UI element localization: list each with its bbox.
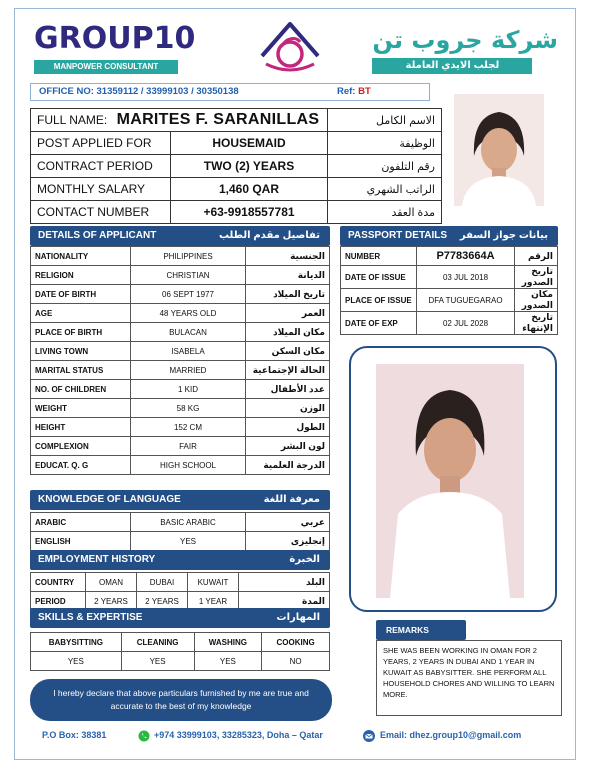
detail-label: DATE OF BIRTH	[31, 285, 131, 304]
passport-arabic: تاريخ الإنتهاء	[515, 312, 558, 335]
info-row	[31, 155, 442, 178]
full-name-label: FULL NAME:	[37, 113, 108, 127]
details-title-arabic: تفاصيل مقدم الطلب	[218, 230, 320, 241]
skills-title: SKILLS & EXPERTISE	[38, 612, 143, 623]
table-row	[31, 399, 330, 418]
passport-arabic: مكان الصدور	[515, 289, 558, 312]
detail-value: BULACAN	[131, 323, 246, 342]
detail-label: NATIONALITY	[31, 247, 131, 266]
info-arabic: رقم التلفون	[328, 155, 442, 178]
table-row	[341, 312, 558, 335]
language-value: YES	[131, 532, 246, 551]
table-row	[31, 361, 330, 380]
detail-value: CHRISTIAN	[131, 266, 246, 285]
employment-country: KUWAIT	[188, 573, 239, 592]
full-name-row	[31, 109, 442, 132]
info-value: TWO (2) YEARS	[170, 155, 328, 178]
skill-name: COOKING	[262, 633, 330, 652]
passport-arabic: تاريخ الصدور	[515, 266, 558, 289]
brand-subtitle-arabic: لجلب الايدي العاملة	[372, 58, 532, 74]
detail-value: 06 SEPT 1977	[131, 285, 246, 304]
detail-value: FAIR	[131, 437, 246, 456]
table-row	[31, 437, 330, 456]
skill-value: YES	[194, 652, 262, 671]
passport-label: PLACE OF ISSUE	[341, 289, 417, 312]
info-value: +63-9918557781	[170, 201, 328, 224]
applicant-photo-large	[376, 364, 524, 598]
detail-label: COMPLEXION	[31, 437, 131, 456]
skill-value: YES	[31, 652, 122, 671]
detail-arabic: مكان الميلاد	[246, 323, 330, 342]
skill-name: CLEANING	[121, 633, 194, 652]
table-row	[31, 380, 330, 399]
main-info-table	[30, 108, 442, 224]
detail-label: RELIGION	[31, 266, 131, 285]
detail-value: ISABELA	[131, 342, 246, 361]
details-table	[30, 246, 330, 475]
employment-country: DUBAI	[137, 573, 188, 592]
passport-number: P7783664A	[417, 247, 515, 266]
ref-label: Ref:	[337, 86, 356, 97]
language-table	[30, 512, 330, 551]
info-arabic: الراتب الشهري	[328, 178, 442, 201]
remarks-text: SHE WAS BEEN WORKING IN OMAN FOR 2 YEARS, 2 YEARS IN DUBAI AND 1 YEAR IN KUWAIT AS BABYSITTER. SHE PERFORM ALL HOUSEHOLD CHORES AND WILLING TO LEARN MORE.	[376, 640, 562, 716]
detail-label: HEIGHT	[31, 418, 131, 437]
full-portrait-icon	[376, 364, 524, 598]
language-label: ENGLISH	[31, 532, 131, 551]
email-address[interactable]: Email: dhez.group10@gmail.com	[380, 730, 522, 740]
detail-value: 58 KG	[131, 399, 246, 418]
info-value: HOUSEMAID	[170, 132, 328, 155]
detail-label: AGE	[31, 304, 131, 323]
detail-arabic: الجنسية	[246, 247, 330, 266]
details-title: DETAILS OF APPLICANT	[38, 230, 157, 241]
info-row	[31, 201, 442, 224]
table-row	[31, 573, 330, 592]
passport-arabic: الرقم	[515, 247, 558, 266]
language-arabic: عربي	[246, 513, 330, 532]
detail-value: 48 YEARS OLD	[131, 304, 246, 323]
table-row	[31, 513, 330, 532]
info-label: CONTRACT PERIOD	[31, 155, 171, 178]
table-row	[341, 247, 558, 266]
detail-arabic: الديانة	[246, 266, 330, 285]
email-icon	[362, 730, 376, 742]
detail-label: EDUCAT. Q. G	[31, 456, 131, 475]
detail-arabic: لون البشر	[246, 437, 330, 456]
phone-numbers: +974 33999103, 33285323, Doha – Qatar	[154, 730, 323, 740]
table-row	[31, 633, 330, 652]
passport-title-arabic: بيانات جواز السفر	[459, 230, 548, 241]
language-value: BASIC ARABIC	[131, 513, 246, 532]
skills-title-arabic: المهارات	[276, 612, 320, 623]
language-header	[30, 490, 330, 510]
skills-header	[30, 608, 330, 628]
passport-value: 02 JUL 2028	[417, 312, 515, 335]
passport-table	[340, 246, 558, 335]
info-arabic: مدة العقد	[328, 201, 442, 224]
passport-label: DATE OF EXP	[341, 312, 417, 335]
detail-label: PLACE OF BIRTH	[31, 323, 131, 342]
detail-arabic: العمر	[246, 304, 330, 323]
period-arabic: المدة	[239, 592, 330, 611]
employment-header	[30, 550, 330, 570]
detail-arabic: الوزن	[246, 399, 330, 418]
country-arabic: البلد	[239, 573, 330, 592]
detail-value: 1 KID	[131, 380, 246, 399]
detail-arabic: الدرجة العلمية	[246, 456, 330, 475]
detail-value: MARRIED	[131, 361, 246, 380]
skill-value: YES	[121, 652, 194, 671]
info-arabic: الوظيفة	[328, 132, 442, 155]
footer-phone	[138, 728, 323, 742]
detail-label: WEIGHT	[31, 399, 131, 418]
office-numbers-bar	[30, 83, 430, 101]
info-row	[31, 132, 442, 155]
table-row	[31, 456, 330, 475]
po-box: P.O Box: 38381	[42, 730, 107, 740]
table-row	[31, 247, 330, 266]
employment-country: OMAN	[86, 573, 137, 592]
full-name-value: MARITES F. SARANILLAS	[116, 111, 320, 128]
detail-label: MARITAL STATUS	[31, 361, 131, 380]
footer-email	[362, 728, 521, 742]
office-numbers: OFFICE NO: 31359112 / 33999103 / 30350138	[39, 86, 239, 97]
table-row	[31, 304, 330, 323]
table-row	[341, 266, 558, 289]
table-row	[31, 418, 330, 437]
table-row	[31, 342, 330, 361]
brand-subtitle: MANPOWER CONSULTANT	[34, 60, 178, 74]
passport-header	[340, 226, 558, 246]
table-row	[31, 652, 330, 671]
skill-name: WASHING	[194, 633, 262, 652]
language-label: ARABIC	[31, 513, 131, 532]
full-name-cell	[31, 109, 328, 132]
ref-value: BT	[358, 86, 371, 97]
table-row	[31, 532, 330, 551]
detail-label: LIVING TOWN	[31, 342, 131, 361]
info-value: 1,460 QAR	[170, 178, 328, 201]
passport-title: PASSPORT DETAILS	[348, 230, 448, 241]
employment-period: 2 YEARS	[86, 592, 137, 611]
detail-value: 152 CM	[131, 418, 246, 437]
skills-table	[30, 632, 330, 671]
full-name-arabic: الاسم الكامل	[328, 109, 442, 132]
country-label: COUNTRY	[31, 573, 86, 592]
skill-name: BABYSITTING	[31, 633, 122, 652]
whatsapp-icon	[138, 730, 150, 742]
detail-arabic: عدد الأطفال	[246, 380, 330, 399]
language-title: KNOWLEDGE OF LANGUAGE	[38, 494, 181, 505]
detail-value: PHILIPPINES	[131, 247, 246, 266]
applicant-photo-small	[454, 94, 544, 206]
info-row	[31, 178, 442, 201]
passport-label: DATE OF ISSUE	[341, 266, 417, 289]
table-row	[31, 266, 330, 285]
table-row	[31, 323, 330, 342]
group10-logo	[34, 22, 195, 74]
declaration-text: I hereby declare that above particulars furnished by me are true and accurate to the best of my knowledge	[30, 679, 332, 721]
passport-value: 03 JUL 2018	[417, 266, 515, 289]
language-arabic: إنجليزى	[246, 532, 330, 551]
detail-arabic: مكان السكن	[246, 342, 330, 361]
group10-emblem-icon	[256, 16, 324, 76]
detail-arabic: الطول	[246, 418, 330, 437]
info-label: POST APPLIED FOR	[31, 132, 171, 155]
employment-title-arabic: الخبرة	[289, 554, 320, 565]
reference	[337, 84, 371, 100]
info-label: CONTACT NUMBER	[31, 201, 171, 224]
detail-arabic: الحالة الإجتماعية	[246, 361, 330, 380]
employment-period: 1 YEAR	[188, 592, 239, 611]
employment-table	[30, 572, 330, 611]
language-title-arabic: معرفة اللغة	[263, 494, 320, 505]
brand-name: GROUP10	[34, 21, 196, 56]
employment-title: EMPLOYMENT HISTORY	[38, 554, 156, 565]
details-header	[30, 226, 330, 246]
portrait-icon	[454, 94, 544, 206]
table-row	[341, 289, 558, 312]
table-row	[31, 285, 330, 304]
detail-value: HIGH SCHOOL	[131, 456, 246, 475]
arabic-logo	[372, 24, 558, 74]
employment-period: 2 YEARS	[137, 592, 188, 611]
skill-value: NO	[262, 652, 330, 671]
info-label: MONTHLY SALARY	[31, 178, 171, 201]
brand-name-arabic: شركة جروب تن	[372, 26, 558, 54]
remarks-header: REMARKS	[376, 620, 466, 640]
passport-label: NUMBER	[341, 247, 417, 266]
detail-label: NO. OF CHILDREN	[31, 380, 131, 399]
passport-value: DFA TUGUEGARAO	[417, 289, 515, 312]
period-label: PERIOD	[31, 592, 86, 611]
detail-arabic: تاريخ الميلاد	[246, 285, 330, 304]
